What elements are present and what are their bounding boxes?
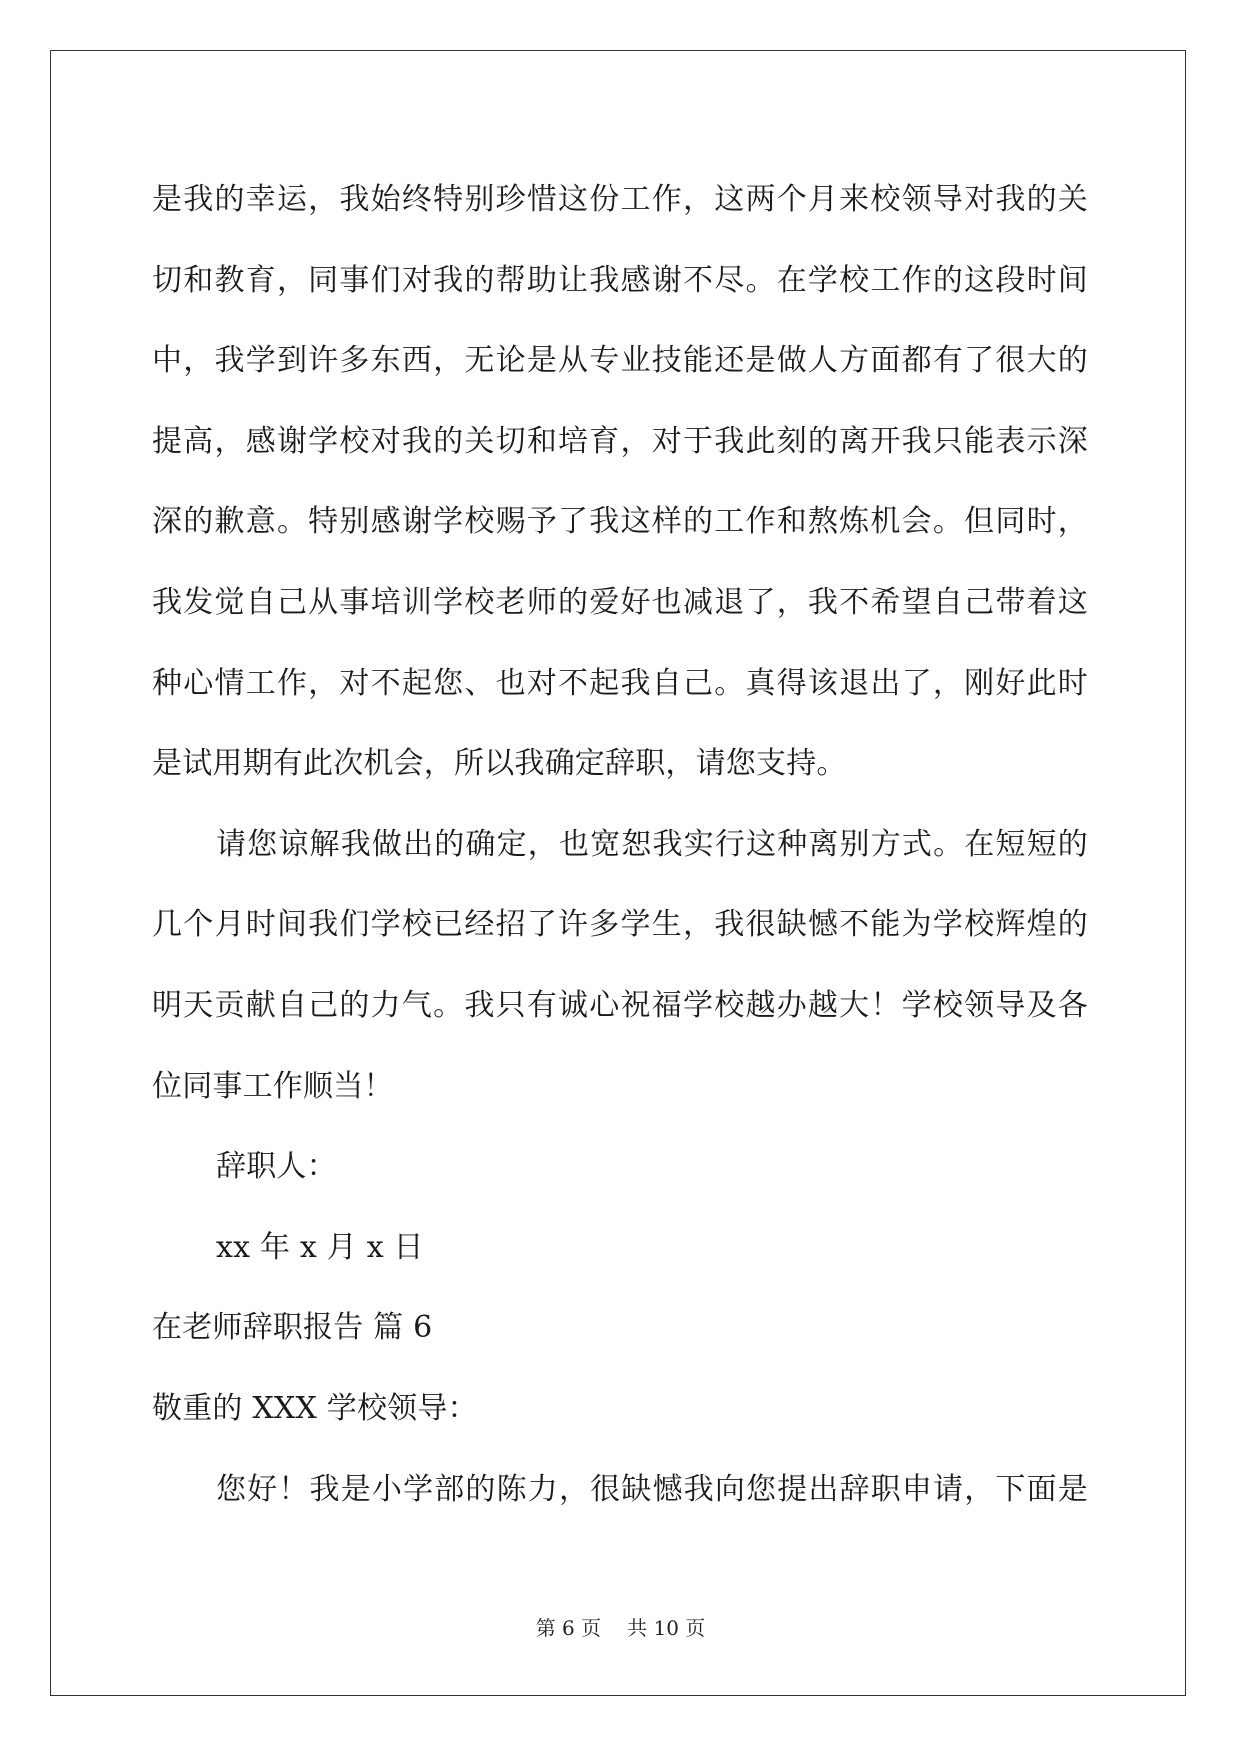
- text-line: 明天贡献自己的力气。我只有诚心祝福学校越办越大！学校领导及各: [152, 987, 1088, 1023]
- salutation: 敬重的 XXX 学校领导：: [152, 1390, 478, 1426]
- text-line: 是我的幸运，我始终特别珍惜这份工作，这两个月来校领导对我的关: [152, 182, 1088, 217]
- text-line: 我发觉自己从事培训学校老师的爱好也减退了，我不希望自己带着这: [152, 584, 1088, 620]
- date-line: xx 年 x 月 x 日: [216, 1229, 424, 1265]
- document-body: [152, 160, 1088, 1530]
- text-line: 种心情工作，对不起您、也对不起我自己。真得该退出了，刚好此时: [152, 665, 1088, 701]
- page-total: 共 10 页: [627, 1616, 706, 1640]
- text-line: 请您谅解我做出的确定，也宽恕我实行这种离别方式。在短短的: [216, 826, 1088, 862]
- text-line: 几个月时间我们学校已经招了许多学生，我很缺憾不能为学校辉煌的: [152, 907, 1088, 943]
- section-heading: 在老师辞职报告 篇 6: [152, 1310, 433, 1346]
- text-line: 中，我学到许多东西，无论是从专业技能还是做人方面都有了很大的: [152, 343, 1088, 379]
- text-line: 切和教育，同事们对我的帮助让我感谢不尽。在学校工作的这段时间: [152, 262, 1088, 298]
- page-footer: [0, 1612, 1241, 1641]
- signature-label: 辞职人：: [216, 1149, 337, 1185]
- text-line: 提高，感谢学校对我的关切和培育，对于我此刻的离开我只能表示深: [152, 423, 1088, 459]
- text-line: 位同事工作顺当！: [152, 1068, 394, 1104]
- text-line: 您好！我是小学部的陈力，很缺憾我向您提出辞职申请，下面是: [216, 1471, 1088, 1507]
- text-line: 深的歉意。特别感谢学校赐予了我这样的工作和熬炼机会。但同时，: [152, 504, 1088, 540]
- page-number: 第 6 页: [535, 1616, 602, 1640]
- text-line: 是试用期有此次机会，所以我确定辞职，请您支持。: [152, 746, 847, 782]
